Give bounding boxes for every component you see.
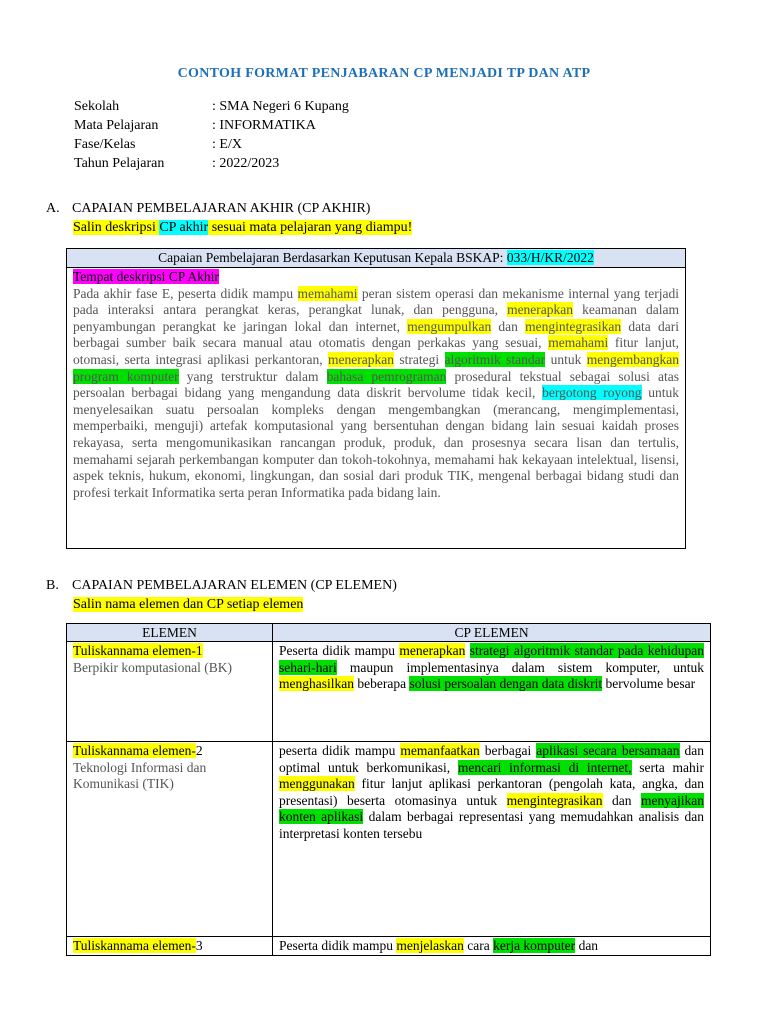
- header-text: Capaian Pembelajaran Berdasarkan Keputusan Kepala BSKAP:: [158, 250, 507, 265]
- meta-label: Fase/Kelas: [74, 137, 136, 152]
- highlighted-phrase: menggunakan: [279, 776, 355, 792]
- highlighted-phrase: mengintegrasikan: [525, 318, 622, 334]
- meta-value: : SMA Negeri 6 Kupang: [212, 99, 349, 114]
- text-run: cara: [463, 938, 494, 953]
- text-run: Peserta didik mampu: [279, 643, 400, 658]
- text-run: Pada akhir fase E, peserta didik mampu: [73, 285, 298, 301]
- note-text: sesuai mata pelajaran yang diampu!: [208, 220, 413, 235]
- highlighted-phrase: mengumpulkan: [407, 318, 492, 334]
- elemen-desc: Teknologi Informasi dan Komunikasi (TIK): [73, 759, 207, 792]
- highlighted-phrase: menjelaskan: [396, 938, 464, 953]
- meta-label: Mata Pelajaran: [74, 118, 159, 133]
- elemen-number: 2: [195, 743, 203, 758]
- elemen-desc: Berpikir komputasional (BK): [73, 659, 232, 675]
- text-run: peserta didik mampu: [279, 743, 401, 758]
- section-title: CAPAIAN PEMBELAJARAN ELEMEN (CP ELEMEN): [72, 578, 397, 593]
- cp-elemen-cell[interactable]: [273, 937, 711, 956]
- section-b-heading: [46, 578, 397, 594]
- text-run: peran sistem operasi dan mekanisme internal yang terjadi pada interaksi antara perangkat keras, perangkat lunak, dan pengguna,: [73, 285, 679, 318]
- highlighted-phrase: aplikasi secara bersamaan: [536, 743, 680, 758]
- text-run: dalam berbagai representasi yang memudahkan analisis dan interpretasi konten tersebu: [279, 809, 704, 841]
- note-text: Salin nama elemen dan CP setiap elemen: [73, 597, 304, 612]
- meta-value: : E/X: [212, 137, 242, 152]
- cp-akhir-box: [66, 248, 686, 549]
- section-a-instruction: [73, 220, 412, 236]
- elemen-name: Tuliskannama elemen-: [73, 938, 196, 953]
- cp-akhir-paragraph: [73, 286, 679, 502]
- cp-elemen-text: [279, 938, 704, 955]
- cp-akhir-header: [67, 249, 685, 268]
- highlighted-phrase: menerapkan: [507, 302, 574, 318]
- text-run: dan: [491, 318, 526, 334]
- text-run: berbagai: [479, 743, 537, 758]
- table-row: [67, 742, 711, 937]
- meta-row-fase: [74, 135, 349, 154]
- table-header-row: [67, 624, 711, 642]
- highlighted-phrase: program komputer: [73, 368, 179, 384]
- highlighted-phrase: mencari informasi di internet,: [457, 759, 632, 775]
- text-run: beberapa: [353, 676, 410, 692]
- table-row: [67, 642, 711, 742]
- text-run: dan: [602, 792, 641, 808]
- highlighted-phrase: algoritmik standar: [444, 351, 546, 367]
- elemen-number: 3: [195, 938, 203, 953]
- text-run: bervolume besar: [602, 676, 696, 692]
- meta-label: Tahun Pelajaran: [74, 156, 165, 171]
- highlighted-phrase: mengintegrasikan: [506, 792, 603, 808]
- section-b-instruction: [73, 597, 303, 613]
- section-title: CAPAIAN PEMBELAJARAN AKHIR (CP AKHIR): [72, 201, 371, 216]
- text-run: Peserta didik mampu: [279, 938, 397, 953]
- section-letter: A.: [46, 201, 60, 216]
- elemen-name: Tuliskannama elemen-1: [73, 643, 203, 658]
- text-run: dan optimal untuk berkomunikasi,: [279, 743, 704, 775]
- highlighted-phrase: bergotong royong: [542, 385, 642, 401]
- elemen-table: [66, 623, 711, 956]
- highlighted-phrase: memahami: [548, 335, 609, 351]
- header-code: 033/H/KR/2022: [506, 250, 594, 265]
- meta-row-mapel: [74, 116, 349, 135]
- text-run: untuk: [545, 351, 587, 367]
- highlighted-phrase: menyajikan konten aplikasi: [279, 792, 704, 825]
- document-title: CONTOH FORMAT PENJABARAN CP MENJADI TP DAN ATP: [177, 66, 591, 81]
- highlighted-phrase: kerja komputer: [493, 938, 576, 953]
- note-text: Salin deskripsi: [73, 220, 160, 235]
- elemen-cell[interactable]: [67, 742, 273, 937]
- text-run: data dari berbagai sumber baik secara manual atau otomatis dengan perkakas yang sesuai,: [73, 318, 679, 351]
- highlighted-phrase: memanfaatkan: [400, 743, 480, 758]
- cp-elemen-cell[interactable]: [273, 742, 711, 937]
- placeholder-label: Tempat deskripsi CP Akhir: [73, 269, 219, 284]
- cp-elemen-text: [279, 743, 704, 843]
- meta-value: : INFORMATIKA: [212, 118, 316, 133]
- text-run: untuk menyelesaikan suatu persoalan kompleks dengan mengembangkan (merancang, mengimplementasi, memperbaiki, menguji) artefak komputasional yang bersentuhan dengan bidang lain sesuai kaidah proses rekayasa, serta mengomunikasikan rancangan produk, produk, dan prosesnya secara lisan dan tertulis, memahami sejarah perkembangan komputer dan tokoh-tokohnya, memahami hak kekayaan intelektual, lisensi, aspek teknis, hukum, ekonomi, lingkungan, dan sosial dari produk TIK, mengenal berbagai bidang studi dan profesi terkait Informatika serta peran Informatika pada bidang lain.: [73, 385, 679, 500]
- text-run: serta mahir: [631, 759, 704, 775]
- highlighted-phrase: menerapkan: [327, 351, 394, 367]
- meta-block: [74, 97, 349, 173]
- highlighted-phrase: strategi algoritmik standar pada kehidupan sehari-hari: [279, 643, 704, 675]
- section-letter: B.: [46, 578, 59, 593]
- text-run: strategi: [393, 351, 445, 367]
- meta-label: Sekolah: [74, 99, 120, 114]
- column-header-elemen: ELEMEN: [67, 624, 273, 642]
- meta-value: : 2022/2023: [212, 156, 280, 171]
- text-run: keamanan dalam penyambungan perangkat ke jaringan lokal dan internet,: [73, 302, 679, 334]
- highlighted-phrase: mengembangkan: [586, 351, 679, 367]
- elemen-name: Tuliskannama elemen-: [73, 743, 196, 758]
- text-run: fitur lanjut aplikasi perkantoran (pengolah kata, angka, dan presentasi) beserta otomasinya untuk: [279, 776, 704, 808]
- text-run: dan: [575, 938, 599, 953]
- text-run: maupun implementasinya dalam sistem komputer, untuk: [336, 659, 704, 675]
- meta-row-sekolah: [74, 97, 349, 116]
- note-highlight: CP akhir: [159, 220, 209, 235]
- highlighted-phrase: solusi persoalan dengan data diskrit: [409, 676, 603, 692]
- highlighted-phrase: memahami: [297, 285, 358, 301]
- cp-elemen-cell[interactable]: [273, 642, 711, 742]
- section-a-heading: [46, 201, 370, 217]
- text-run: fitur lanjut, otomasi, serta integrasi aplikasi perkantoran,: [73, 335, 679, 367]
- column-header-cp-elemen: CP ELEMEN: [273, 624, 711, 642]
- elemen-cell[interactable]: [67, 642, 273, 742]
- highlighted-phrase: menerapkan: [399, 643, 466, 658]
- meta-row-tahun: [74, 154, 349, 173]
- highlighted-phrase: menghasilkan: [279, 676, 354, 692]
- table-row: [67, 937, 711, 956]
- highlighted-phrase: bahasa pemrograman: [326, 368, 447, 384]
- cp-akhir-body[interactable]: [67, 268, 685, 501]
- text-run: prosedural tekstual sebagai solusi atas persoalan berbagai bidang yang mengandung data diskrit bervolume tidak kecil,: [73, 368, 679, 401]
- elemen-cell[interactable]: [67, 937, 273, 956]
- cp-elemen-text: [279, 643, 704, 693]
- text-run: yang terstruktur dalam: [178, 368, 327, 384]
